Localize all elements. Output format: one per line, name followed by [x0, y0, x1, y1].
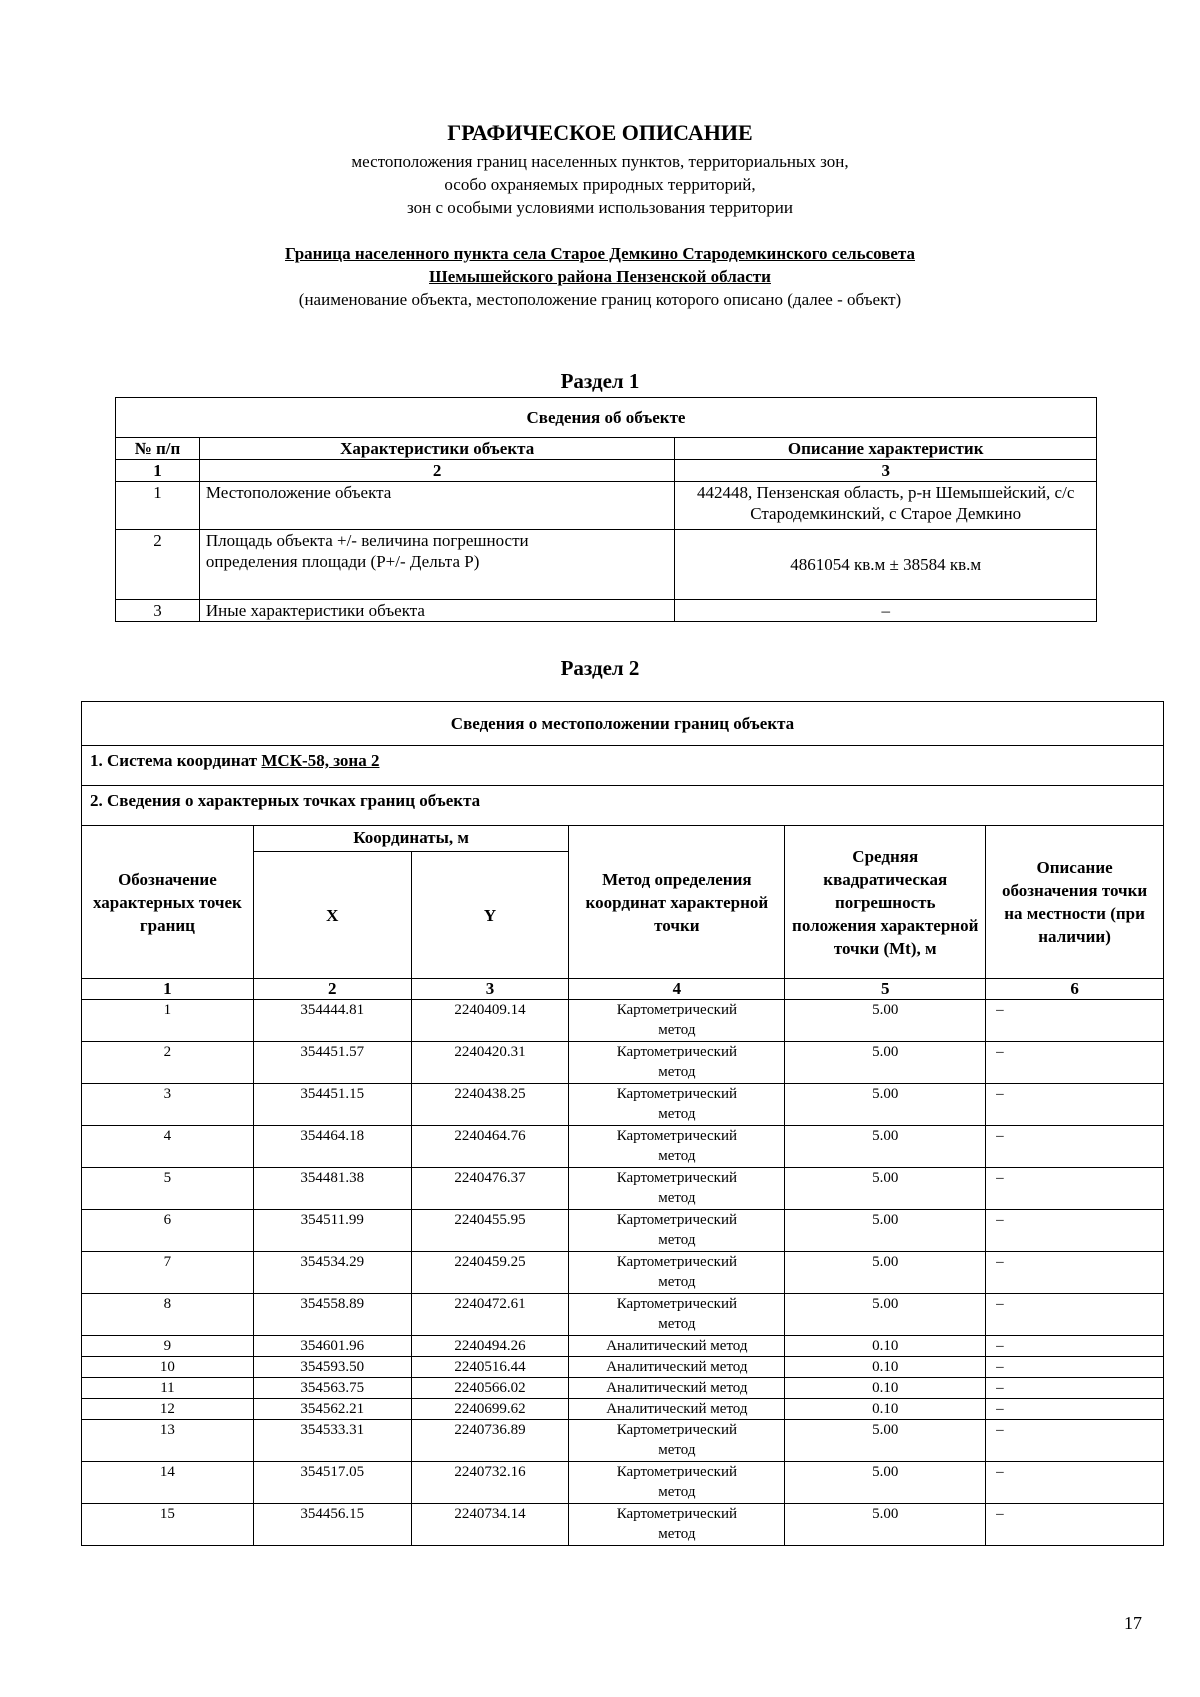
point-y: 2240494.26: [411, 1336, 569, 1357]
object-name-line-2: Шемышейского района Пензенской области: [429, 267, 771, 286]
table-row: [82, 1084, 1164, 1126]
point-id: 3: [82, 1084, 254, 1126]
point-note: –: [986, 1000, 1164, 1042]
point-id: 2: [82, 1042, 254, 1084]
point-error: 5.00: [785, 1000, 986, 1042]
point-error: 5.00: [785, 1462, 986, 1504]
point-note: –: [986, 1336, 1164, 1357]
column-number: 1: [82, 979, 254, 1000]
table-row: [82, 1399, 1164, 1420]
point-id: 14: [82, 1462, 254, 1504]
column-header-method: Метод определения координат характерной точки: [569, 826, 785, 979]
column-number: 2: [199, 460, 675, 482]
point-x: 354558.89: [253, 1294, 411, 1336]
table-title: Сведения о местоположении границ объекта: [82, 702, 1164, 746]
point-id: 9: [82, 1336, 254, 1357]
point-y: 2240566.02: [411, 1378, 569, 1399]
characteristic-description: 4861054 кв.м ± 38584 кв.м: [675, 530, 1097, 600]
point-x: 354562.21: [253, 1399, 411, 1420]
section1-title: Раздел 1: [560, 369, 640, 393]
point-method: Картометрический метод: [569, 1462, 785, 1504]
point-method: Картометрический метод: [569, 1000, 785, 1042]
point-x: 354534.29: [253, 1252, 411, 1294]
point-x: 354601.96: [253, 1336, 411, 1357]
point-y: 2240409.14: [411, 1000, 569, 1042]
column-header-x: X: [253, 852, 411, 979]
section2-title: Раздел 2: [560, 656, 640, 680]
point-error: 5.00: [785, 1168, 986, 1210]
point-y: 2240455.95: [411, 1210, 569, 1252]
point-method: Картометрический метод: [569, 1210, 785, 1252]
table-row: [116, 530, 1097, 600]
point-x: 354593.50: [253, 1357, 411, 1378]
column-number: 3: [675, 460, 1097, 482]
characteristic: Площадь объекта +/- величина погрешности определения площади (Р+/- Дельта Р): [199, 530, 675, 600]
point-note: –: [986, 1420, 1164, 1462]
column-number: 1: [116, 460, 200, 482]
table-row: [82, 1252, 1164, 1294]
point-method: Картометрический метод: [569, 1252, 785, 1294]
point-y: 2240516.44: [411, 1357, 569, 1378]
point-y: 2240472.61: [411, 1294, 569, 1336]
column-header: № п/п: [116, 438, 200, 460]
table-row: [82, 1504, 1164, 1546]
column-header: Характеристики объекта: [199, 438, 675, 460]
point-error: 0.10: [785, 1378, 986, 1399]
table-row: [82, 1168, 1164, 1210]
point-y: 2240736.89: [411, 1420, 569, 1462]
object-caption: (наименование объекта, местоположение границ которого описано (далее - объект): [298, 290, 902, 309]
point-error: 5.00: [785, 1210, 986, 1252]
point-note: –: [986, 1378, 1164, 1399]
point-note: –: [986, 1168, 1164, 1210]
table-row: [116, 600, 1097, 622]
column-header-description: Описание обозначения точки на местности (при наличии): [986, 826, 1164, 979]
point-note: –: [986, 1042, 1164, 1084]
point-id: 10: [82, 1357, 254, 1378]
table-row: [116, 482, 1097, 530]
column-number: 2: [253, 979, 411, 1000]
point-id: 4: [82, 1126, 254, 1168]
subtitle-line-1: местоположения границ населенных пунктов, территориальных зон,: [351, 152, 849, 171]
point-y: 2240476.37: [411, 1168, 569, 1210]
table-row: [82, 1294, 1164, 1336]
point-error: 5.00: [785, 1420, 986, 1462]
point-id: 8: [82, 1294, 254, 1336]
table-row: [82, 1042, 1164, 1084]
point-y: 2240699.62: [411, 1399, 569, 1420]
table-row: [82, 1336, 1164, 1357]
point-y: 2240732.16: [411, 1462, 569, 1504]
point-method: Картометрический метод: [569, 1420, 785, 1462]
row-number: 1: [116, 482, 200, 530]
point-method: Аналитический метод: [569, 1357, 785, 1378]
point-error: 5.00: [785, 1294, 986, 1336]
table-row: [82, 1357, 1164, 1378]
point-x: 354533.31: [253, 1420, 411, 1462]
point-note: –: [986, 1504, 1164, 1546]
point-note: –: [986, 1294, 1164, 1336]
point-method: Аналитический метод: [569, 1336, 785, 1357]
table-title: Сведения об объекте: [116, 398, 1097, 438]
document-title: ГРАФИЧЕСКОЕ ОПИСАНИЕ: [447, 120, 753, 145]
point-y: 2240438.25: [411, 1084, 569, 1126]
point-note: –: [986, 1084, 1164, 1126]
table-row: [82, 1210, 1164, 1252]
point-x: 354456.15: [253, 1504, 411, 1546]
point-note: –: [986, 1462, 1164, 1504]
object-info-table: [115, 397, 1097, 622]
point-method: Картометрический метод: [569, 1126, 785, 1168]
table-row: [82, 1000, 1164, 1042]
column-header: Описание характеристик: [675, 438, 1097, 460]
row-number: 3: [116, 600, 200, 622]
page-number: 17: [1124, 1613, 1142, 1633]
column-header-coordinates: Координаты, м: [253, 826, 569, 852]
characteristic-description: –: [675, 600, 1097, 622]
characteristic: Иные характеристики объекта: [199, 600, 675, 622]
column-number: 6: [986, 979, 1164, 1000]
subtitle-line-3: зон с особыми условиями использования территории: [407, 198, 793, 217]
table-row: [82, 1378, 1164, 1399]
point-error: 5.00: [785, 1126, 986, 1168]
point-y: 2240420.31: [411, 1042, 569, 1084]
point-x: 354444.81: [253, 1000, 411, 1042]
point-note: –: [986, 1126, 1164, 1168]
point-note: –: [986, 1210, 1164, 1252]
point-y: 2240464.76: [411, 1126, 569, 1168]
table-row: [82, 1126, 1164, 1168]
point-error: 0.10: [785, 1336, 986, 1357]
table-row: [82, 1462, 1164, 1504]
point-method: Картометрический метод: [569, 1294, 785, 1336]
point-method: Аналитический метод: [569, 1399, 785, 1420]
point-id: 11: [82, 1378, 254, 1399]
point-id: 5: [82, 1168, 254, 1210]
point-id: 1: [82, 1000, 254, 1042]
point-id: 6: [82, 1210, 254, 1252]
point-error: 5.00: [785, 1504, 986, 1546]
column-header-y: Y: [411, 852, 569, 979]
point-method: Аналитический метод: [569, 1378, 785, 1399]
point-method: Картометрический метод: [569, 1504, 785, 1546]
column-number: 4: [569, 979, 785, 1000]
point-x: 354464.18: [253, 1126, 411, 1168]
point-y: 2240459.25: [411, 1252, 569, 1294]
object-name-line-1: Граница населенного пункта села Старое Демкино Стародемкинского сельсовета: [284, 244, 916, 263]
point-x: 354451.15: [253, 1084, 411, 1126]
point-note: –: [986, 1357, 1164, 1378]
coordinate-system-row: [82, 746, 1164, 786]
column-number: 3: [411, 979, 569, 1000]
column-header-designation: Обозначение характерных точек границ: [82, 826, 254, 979]
coordinate-system-label: 1. Система координат: [90, 751, 262, 770]
point-y: 2240734.14: [411, 1504, 569, 1546]
point-method: Картометрический метод: [569, 1084, 785, 1126]
point-x: 354563.75: [253, 1378, 411, 1399]
subtitle-line-2: особо охраняемых природных территорий,: [444, 175, 756, 194]
point-method: Картометрический метод: [569, 1042, 785, 1084]
point-id: 13: [82, 1420, 254, 1462]
characteristic: Местоположение объекта: [199, 482, 675, 530]
boundary-points-table: [81, 701, 1164, 1546]
point-note: –: [986, 1252, 1164, 1294]
point-x: 354511.99: [253, 1210, 411, 1252]
coordinate-system-value: МСК-58, зона 2: [261, 751, 380, 770]
point-note: –: [986, 1399, 1164, 1420]
table-row: [82, 1420, 1164, 1462]
point-error: 0.10: [785, 1399, 986, 1420]
point-x: 354451.57: [253, 1042, 411, 1084]
point-error: 0.10: [785, 1357, 986, 1378]
point-id: 7: [82, 1252, 254, 1294]
point-id: 12: [82, 1399, 254, 1420]
point-error: 5.00: [785, 1252, 986, 1294]
column-header-error: Средняя квадратическая погрешность положения характерной точки (Mt), м: [785, 826, 986, 979]
row-number: 2: [116, 530, 200, 600]
point-id: 15: [82, 1504, 254, 1546]
point-error: 5.00: [785, 1042, 986, 1084]
characteristic-description: 442448, Пензенская область, р-н Шемышейский, с/с Стародемкинский, с Старое Демкино: [675, 482, 1097, 530]
point-error: 5.00: [785, 1084, 986, 1126]
points-section-title: 2. Сведения о характерных точках границ объекта: [82, 786, 1164, 826]
point-x: 354517.05: [253, 1462, 411, 1504]
column-number: 5: [785, 979, 986, 1000]
point-x: 354481.38: [253, 1168, 411, 1210]
point-method: Картометрический метод: [569, 1168, 785, 1210]
